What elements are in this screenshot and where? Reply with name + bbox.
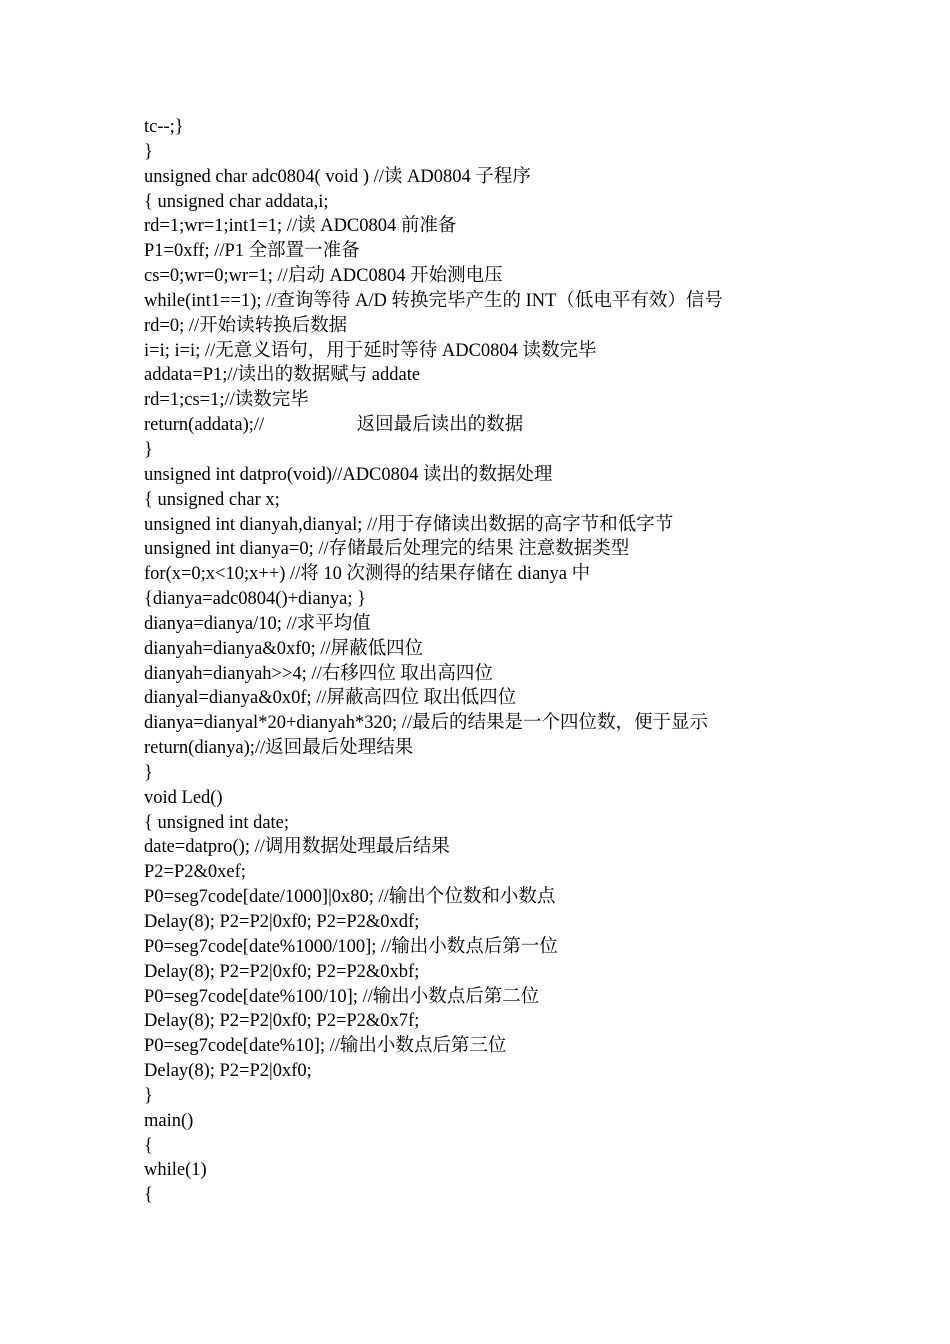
code-line: } [144, 439, 153, 460]
code-line: } [144, 141, 153, 162]
code-line: void Led() [144, 787, 223, 808]
code-line: dianyal=dianya&0x0f; //屏蔽高四位 取出低四位 [144, 688, 517, 709]
code-line: P0=seg7code[date/1000]|0x80; //输出个位数和小数点 [144, 887, 556, 908]
code-line: return(dianya);//返回最后处理结果 [144, 738, 414, 759]
code-line: { [144, 1185, 153, 1206]
code-line: dianyah=dianyah>>4; //右移四位 取出高四位 [144, 663, 493, 684]
code-line: unsigned int dianya=0; //存储最后处理完的结果 注意数据类型 [144, 539, 630, 560]
code-line: Delay(8); P2=P2|0xf0; P2=P2&0xbf; [144, 961, 420, 982]
code-line: return(addata);// 返回最后读出的数据 [144, 415, 524, 436]
code-line: } [144, 1085, 153, 1106]
code-line: cs=0;wr=0;wr=1; //启动 ADC0804 开始测电压 [144, 266, 503, 287]
code-line: P0=seg7code[date%100/10]; //输出小数点后第二位 [144, 986, 540, 1007]
code-line: P1=0xff; //P1 全部置一准备 [144, 241, 360, 262]
code-line: dianyah=dianya&0xf0; //屏蔽低四位 [144, 638, 424, 659]
code-line: dianya=dianya/10; //求平均值 [144, 613, 371, 634]
code-line: {dianya=adc0804()+dianya; } [144, 589, 367, 610]
code-line: rd=0; //开始读转换后数据 [144, 315, 348, 336]
code-line: P2=P2&0xef; [144, 862, 246, 883]
code-line: rd=1;cs=1;//读数完毕 [144, 390, 309, 411]
code-line: while(1) [144, 1160, 207, 1181]
code-line: } [144, 762, 153, 783]
code-line: { unsigned int date; [144, 812, 290, 833]
code-line: while(int1==1); //查询等待 A/D 转换完毕产生的 INT（低电平有效）信号 [144, 290, 723, 311]
code-line: unsigned int datpro(void)//ADC0804 读出的数据处理 [144, 464, 553, 485]
code-line: addata=P1;//读出的数据赋与 addate [144, 365, 421, 386]
code-line: rd=1;wr=1;int1=1; //读 ADC0804 前准备 [144, 216, 457, 237]
code-line: date=datpro(); //调用数据处理最后结果 [144, 837, 450, 858]
code-line: P0=seg7code[date%10]; //输出小数点后第三位 [144, 1036, 507, 1057]
code-line: i=i; i=i; //无意义语句，用于延时等待 ADC0804 读数完毕 [144, 340, 597, 361]
code-listing [144, 115, 723, 1208]
code-line: { unsigned char x; [144, 489, 280, 510]
code-line: unsigned char adc0804( void ) //读 AD0804 子程序 [144, 166, 531, 187]
code-line: { unsigned char addata,i; [144, 191, 329, 212]
code-line: Delay(8); P2=P2|0xf0; P2=P2&0x7f; [144, 1011, 420, 1032]
code-line: main() [144, 1110, 194, 1131]
code-line: Delay(8); P2=P2|0xf0; P2=P2&0xdf; [144, 912, 420, 932]
code-line: dianya=dianyal*20+dianyah*320; //最后的结果是一个四位数，便于显示 [144, 713, 708, 734]
code-line: { [144, 1135, 153, 1156]
code-line: Delay(8); P2=P2|0xf0; [144, 1061, 312, 1082]
code-line: P0=seg7code[date%1000/100]; //输出小数点后第一位 [144, 936, 558, 957]
code-line: tc--;} [144, 117, 184, 137]
code-line: unsigned int dianyah,dianyal; //用于存储读出数据的高字节和低字节 [144, 514, 674, 535]
code-line: for(x=0;x<10;x++) //将 10 次测得的结果存储在 dianya 中 [144, 564, 591, 585]
